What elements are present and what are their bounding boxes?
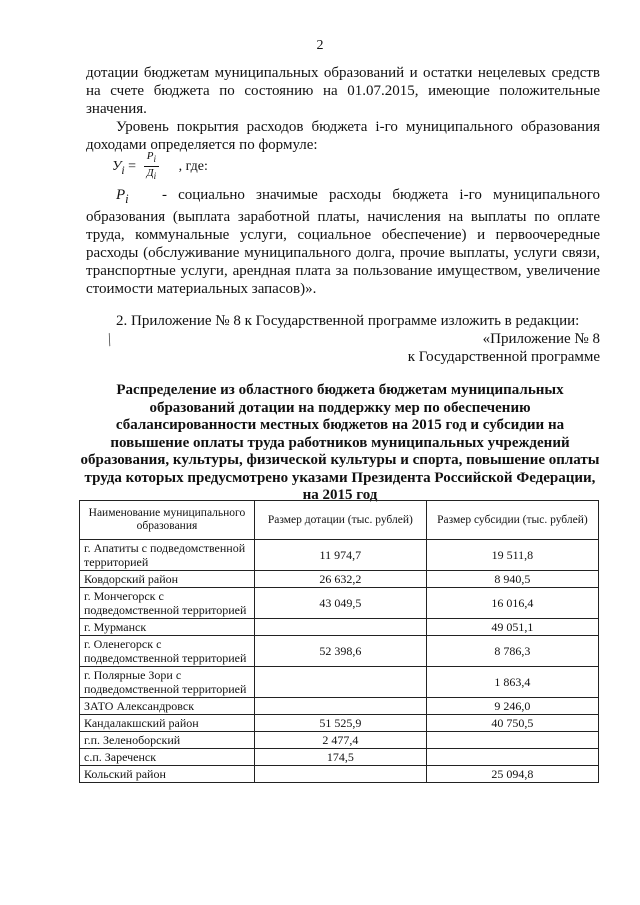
- municipality-name: Кандалакшский район: [80, 715, 255, 732]
- item-2-text: 2. Приложение № 8 к Государственной программе изложить в редакции:: [116, 313, 580, 329]
- subsidy-value: [426, 732, 598, 749]
- subsidy-value: 8 940,5: [426, 571, 598, 588]
- table-row: [80, 766, 599, 783]
- municipality-name: Ковдорский район: [80, 571, 255, 588]
- appendix-label-line1: «Приложение № 8: [482, 331, 600, 347]
- table-title: Распределение из областного бюджета бюджетам муниципальных образований дотации на поддержку мер по обеспечению сбалансированности местных бюджетов на 2015 год и субсидии на повышение оплаты труда работников муниципальных учреждений образования, культуры, физической культуры и спорта, повышение оплаты труда которых предусмотрено указами Президента Российской Федерации, на 2015 год: [80, 382, 600, 503]
- municipality-name: г. Мончегорск с подведомственной территорией: [80, 588, 255, 619]
- municipality-name: с.п. Зареченск: [80, 749, 255, 766]
- grant-value: 26 632,2: [254, 571, 426, 588]
- table-row: [80, 588, 599, 619]
- formula-suffix: , где:: [178, 158, 208, 174]
- header-subsidy: Размер субсидии (тыс. рублей): [426, 501, 598, 540]
- table-row: [80, 571, 599, 588]
- table-row: [80, 749, 599, 766]
- grant-value: 43 049,5: [254, 588, 426, 619]
- table-row: [80, 732, 599, 749]
- municipality-name: г. Мурманск: [80, 619, 255, 636]
- formula: $У_i$ = $\frac{Р_i}{Д_i}$ , где:: [112, 150, 208, 182]
- subsidy-value: 9 246,0: [426, 698, 598, 715]
- page-number: 2: [316, 38, 324, 53]
- subsidy-value: 19 511,8: [426, 540, 598, 571]
- appendix-label-line2: к Государственной программе: [407, 349, 600, 365]
- definition-symbol: $Р_i$: [116, 187, 129, 206]
- distribution-table: [79, 500, 599, 783]
- table-row: [80, 698, 599, 715]
- table-row: [80, 540, 599, 571]
- pen-mark: ╱: [104, 334, 116, 347]
- table-row: [80, 667, 599, 698]
- municipality-name: г. Апатиты с подведомственной территорией: [80, 540, 255, 571]
- grant-value: 174,5: [254, 749, 426, 766]
- definition-text: - социально значимые расходы бюджета i-го муниципального образования (выплата заработной платы, начисления на выплаты по оплате труда, коммунальные услуги, социальное обеспечение) и первоочередные расходы (обслуживание муниципального долга, прочие выплаты, услуги связи, транспортные услуги, арендная плата за пользование имуществом, увеличение стоимости материальных запасов)».: [86, 187, 600, 297]
- municipality-name: г.п. Зеленоборский: [80, 732, 255, 749]
- header-municipality: Наименование муниципального образования: [80, 501, 255, 540]
- municipality-name: г. Полярные Зори с подведомственной территорией: [80, 667, 255, 698]
- grant-value: [254, 698, 426, 715]
- paragraph-coverage-level: Уровень покрытия расходов бюджета i-го муниципального образования доходами определяется по формуле:: [86, 119, 600, 153]
- subsidy-value: 49 051,1: [426, 619, 598, 636]
- municipality-name: г. Оленегорск с подведомственной территорией: [80, 636, 255, 667]
- grant-value: 11 974,7: [254, 540, 426, 571]
- grant-value: 2 477,4: [254, 732, 426, 749]
- grant-value: 52 398,6: [254, 636, 426, 667]
- subsidy-value: 1 863,4: [426, 667, 598, 698]
- table-row: [80, 715, 599, 732]
- definition-paragraph: [86, 186, 600, 298]
- municipality-name: ЗАТО Александровск: [80, 698, 255, 715]
- header-grant: Размер дотации (тыс. рублей): [254, 501, 426, 540]
- table-row: [80, 636, 599, 667]
- subsidy-value: 40 750,5: [426, 715, 598, 732]
- grant-value: [254, 667, 426, 698]
- formula-lhs: $У_i$: [112, 158, 125, 177]
- grant-value: [254, 766, 426, 783]
- grant-value: 51 525,9: [254, 715, 426, 732]
- subsidy-value: 8 786,3: [426, 636, 598, 667]
- municipality-name: Кольский район: [80, 766, 255, 783]
- table-header-row: [80, 501, 599, 540]
- table-row: [80, 619, 599, 636]
- subsidy-value: 25 094,8: [426, 766, 598, 783]
- formula-fraction: $\frac{Р_i}{Д_i}$: [144, 150, 160, 183]
- subsidy-value: 16 016,4: [426, 588, 598, 619]
- paragraph-continuation: дотации бюджетам муниципальных образований и остатки нецелевых средств на счете бюджета по состоянию на 01.07.2015, имеющие положительные значения.: [86, 65, 600, 117]
- grant-value: [254, 619, 426, 636]
- subsidy-value: [426, 749, 598, 766]
